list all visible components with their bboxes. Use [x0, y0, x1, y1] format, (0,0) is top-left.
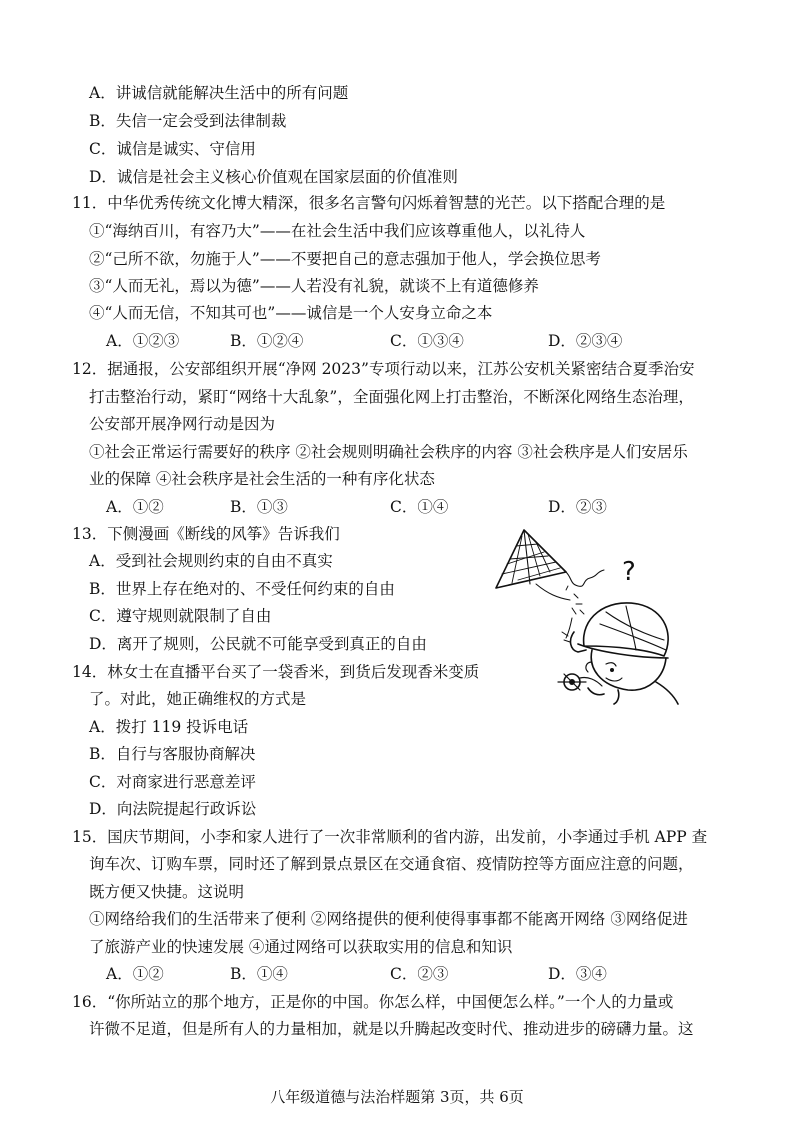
q14-option-d: D．向法院提起行政诉讼 — [89, 800, 257, 818]
q11-statement-4: ④“人而无信，不知其可也”——诚信是一个人安身立命之本 — [89, 304, 493, 322]
q12-statement-line-1: ①社会正常运行需要好的秩序 ②社会规则明确社会秩序的内容 ③社会秩序是人们安居乐 — [89, 443, 688, 461]
q14-stem-line-2: 了。对此，她正确维权的方式是 — [89, 690, 307, 708]
q11-option-b: B．①②④ — [230, 332, 304, 350]
q11-option-c: C．①③④ — [390, 332, 464, 350]
q15-option-a: A．①② — [106, 965, 164, 983]
q11-statement-3: ③“人而无礼，焉以为德”——人若没有礼貌，就谈不上有道德修养 — [89, 277, 539, 295]
q12-option-a: A．①② — [106, 498, 164, 516]
q16-stem-line-1: 16．“你所站立的那个地方，正是你的中国。你怎么样，中国便怎么样。”一个人的力量或 — [72, 993, 674, 1011]
q11-statement-2: ②“己所不欲，勿施于人”——不要把自己的意志强加于他人，学会换位思考 — [89, 250, 601, 268]
q13-option-c: C．遵守规则就限制了自由 — [89, 607, 272, 625]
q15-stem-line-1: 15．国庆节期间，小李和家人进行了一次非常顺利的省内游，出发前，小李通过手机 APP 查 — [72, 828, 708, 846]
q12-statement-line-2: 业的保障 ④社会秩序是社会生活的一种有序化状态 — [89, 470, 435, 488]
boy-body — [614, 682, 678, 704]
q12-option-b: B．①③ — [230, 498, 288, 516]
q11-stem: 11．中华优秀传统文化博大精深，很多名言警句闪烁着智慧的光芒。以下搭配合理的是 — [72, 194, 666, 212]
page-footer: 八年级道德与法治样题第 3页，共 6页 — [270, 1088, 524, 1106]
kite-outline — [496, 530, 566, 588]
q12-options — [0, 496, 794, 518]
q10-option-d: D．诚信是社会主义核心价值观在国家层面的价值准则 — [89, 168, 458, 186]
q15-statement-line-1: ①网络给我们的生活带来了便利 ②网络提供的便利使得事事都不能离开网络 ③网络促进 — [89, 910, 688, 928]
q12-stem-line-2: 打击整治行动，紧盯“网络十大乱象”，全面强化网上打击整治，不断深化网络生态治理， — [89, 388, 694, 406]
q14-stem-line-1: 14．林女士在直播平台买了一袋香米，到货后发现香米变质 — [72, 663, 480, 681]
q15-statement-line-2: 了旅游产业的快速发展 ④通过网络可以获取实用的信息和知识 — [89, 938, 513, 956]
q12-stem-line-3: 公安部开展净网行动是因为 — [89, 415, 276, 433]
q10-option-c: C．诚信是诚实、守信用 — [89, 140, 256, 158]
q12-option-c: C．①④ — [390, 498, 449, 516]
q13-option-b: B．世界上存在绝对的、不受任何约束的自由 — [89, 580, 395, 598]
q14-option-b: B．自行与客服协商解决 — [89, 745, 256, 763]
q15-option-d: D．③④ — [548, 965, 607, 983]
q15-options — [0, 963, 794, 985]
q15-stem-line-2: 询车次、订购车票，同时还了解到景点景区在交通食宿、疫情防控等方面应注意的问题， — [89, 855, 694, 873]
q14-option-a: A．拨打 119 投诉电话 — [89, 718, 249, 736]
q11-option-a: A．①②③ — [106, 332, 180, 350]
q10-option-a: A．讲诚信就能解决生活中的所有问题 — [89, 84, 349, 102]
q12-stem-line-1: 12．据通报，公安部组织开展“净网 2023”专项行动以来，江苏公安机关紧密结合夏季治安 — [72, 360, 695, 378]
q16-stem-line-2: 许微不足道，但是所有人的力量相加，就是以升腾起改变时代、推动进步的磅礴力量。这 — [89, 1020, 694, 1038]
boy-cap — [584, 603, 669, 656]
q13-option-d: D．离开了规则，公民就不可能享受到真正的自由 — [89, 635, 427, 653]
q13-option-a: A．受到社会规则约束的自由不真实 — [89, 552, 333, 570]
q15-stem-line-3: 既方便又快捷。这说明 — [89, 883, 245, 901]
q13-stem: 13．下侧漫画《断线的风筝》告诉我们 — [72, 525, 340, 543]
q12-option-d: D．②③ — [548, 498, 607, 516]
q11-option-d: D．②③④ — [548, 332, 623, 350]
q15-option-c: C．②③ — [390, 965, 449, 983]
q11-options — [0, 330, 794, 352]
question-mark: ? — [622, 557, 636, 587]
q15-option-b: B．①④ — [230, 965, 288, 983]
broken-kite-cartoon — [488, 528, 694, 706]
q14-option-c: C．对商家进行恶意差评 — [89, 773, 256, 791]
q10-option-b: B．失信一定会受到法律制裁 — [89, 112, 287, 130]
q11-statement-1: ①“海纳百川，有容乃大”——在社会生活中我们应该尊重他人，以礼待人 — [89, 222, 586, 240]
